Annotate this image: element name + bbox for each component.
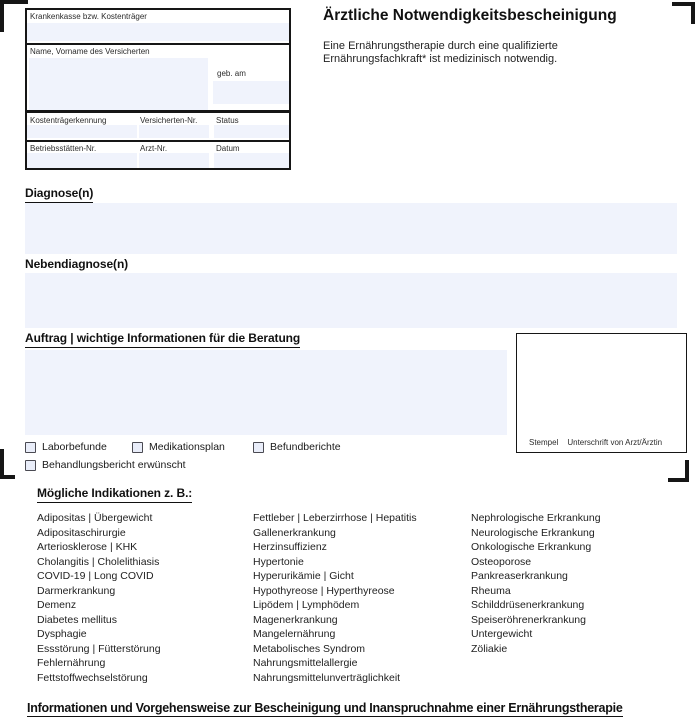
versicherten-nr-field[interactable] [139,125,209,138]
indication-item: Diabetes mellitus [37,613,117,626]
divider [27,140,289,142]
footer-heading: Informationen und Vorgehensweise zur Bescheinigung und Inanspruchnahme einer Ernährungstherapie [27,701,623,715]
corner-mark-mid-left-icon [0,449,15,479]
indication-item: Metabolisches Syndrom [253,642,366,655]
diagnose-field[interactable] [25,203,677,254]
divider [27,43,289,45]
indications-column-1 [37,511,252,685]
datum-label: Datum [216,144,240,153]
indications-column-3 [471,511,686,656]
kostentraegerkennung-field[interactable] [27,125,137,138]
befundberichte-checkbox-group[interactable] [253,441,341,453]
corner-mark-top-right-icon [672,2,695,24]
indication-item: Essstörung | Fütterstörung [37,642,161,655]
indication-item: Neurologische Erkrankung [471,526,595,539]
stamp-signature-box [516,333,687,453]
auftrag-field[interactable] [25,350,507,435]
auftrag-heading: Auftrag | wichtige Informationen für die Beratung [25,331,300,348]
indication-item: Lipödem | Lymphödem [253,599,360,611]
indication-item: Speiseröhrenerkrankung [471,613,586,626]
befundberichte-checkbox[interactable] [253,442,264,453]
indication-item: Nephrologische Erkrankung [471,512,601,524]
indications-heading: Mögliche Indikationen z. B.: [37,486,192,503]
medikationsplan-checkbox-group[interactable] [132,441,225,453]
indication-item: Hypertonie [253,555,304,568]
indication-item: Rheuma [471,584,511,597]
indication-item: Nahrungsmittelallergie [253,657,358,669]
nebendiagnose-field[interactable] [25,273,677,328]
insured-name-label: Name, Vorname des Versicherten [30,47,150,56]
krankenkasse-label: Krankenkasse bzw. Kostenträger [30,12,147,21]
indication-item: Fettleber | Leberzirrhose | Hepatitis [253,512,417,524]
indication-item: COVID-19 | Long COVID [37,570,154,582]
indication-item: Fehlernährung [37,657,106,669]
indication-item: Gallenerkrankung [253,526,336,539]
kostentraegerkennung-label: Kostenträgerkennung [30,116,107,125]
indication-item: Zöliakie [471,642,508,655]
page-title: Ärztliche Notwendigkeitsbescheinigung [323,7,617,24]
signature-label: Unterschrift von Arzt/Ärztin [567,438,663,447]
indication-item: Cholangitis | Cholelithiasis [37,555,160,568]
indication-item: Osteoporose [471,555,532,568]
stamp-label: Stempel [529,438,559,447]
betriebsstaetten-nr-field[interactable] [27,153,137,168]
status-field[interactable] [214,125,289,138]
befundberichte-label: Befundberichte [270,441,341,453]
laborbefunde-checkbox-group[interactable] [25,441,107,453]
indication-item: Schilddrüsenerkrankung [471,599,585,611]
indications-column-2 [253,511,468,685]
corner-mark-top-left-icon [0,0,28,32]
insurance-header-box [25,8,291,170]
versicherten-nr-label: Versicherten-Nr. [140,116,198,125]
indication-item: Magenerkrankung [253,613,338,626]
indication-item: Onkologische Erkrankung [471,541,592,553]
arzt-nr-label: Arzt-Nr. [140,144,168,153]
behandlungsbericht-label: Behandlungsbericht erwünscht [42,459,186,471]
divider-thick [27,110,289,113]
subtitle-line-1: Eine Ernährungstherapie durch eine qualifizierte [323,40,558,52]
medikationsplan-label: Medikationsplan [149,441,225,453]
behandlungsbericht-checkbox[interactable] [25,460,36,471]
indication-item: Hypothyreose | Hyperthyreose [253,584,395,597]
datum-field[interactable] [214,153,289,168]
laborbefunde-checkbox[interactable] [25,442,36,453]
indication-item: Mangelernährung [253,628,336,640]
indication-item: Fettstoffwechselstörung [37,671,148,684]
indication-item: Demenz [37,599,77,611]
indication-item: Pankreaserkrankung [471,570,568,582]
nebendiagnose-heading: Nebendiagnose(n) [25,257,129,271]
medikationsplan-checkbox[interactable] [132,442,143,453]
indication-item: Nahrungsmittelunverträglichkeit [253,671,401,684]
indication-item: Dysphagie [37,628,87,640]
behandlungsbericht-checkbox-group[interactable] [25,459,186,471]
corner-mark-mid-right-icon [668,460,689,482]
arzt-nr-field[interactable] [139,153,209,168]
geb-am-label: geb. am [217,69,246,78]
indication-item: Adipositaschirurgie [37,526,126,539]
stamp-caption [529,438,671,447]
subtitle-line-2: Ernährungsfachkraft* ist medizinisch notwendig. [323,53,558,65]
indication-item: Darmerkrankung [37,584,116,597]
insured-name-field[interactable] [29,58,208,110]
indication-item: Hyperurikämie | Gicht [253,570,354,582]
geb-am-field[interactable] [213,81,289,104]
laborbefunde-label: Laborbefunde [42,441,107,453]
indication-item: Arteriosklerose | KHK [37,541,138,553]
diagnose-heading: Diagnose(n) [25,186,93,203]
krankenkasse-field[interactable] [27,23,289,41]
indication-item: Untergewicht [471,628,533,640]
indication-item: Adipositas | Übergewicht [37,512,153,524]
indication-item: Herzinsuffizienz [253,541,327,553]
status-label: Status [216,116,239,125]
betriebsstaetten-nr-label: Betriebsstätten-Nr. [30,144,97,153]
